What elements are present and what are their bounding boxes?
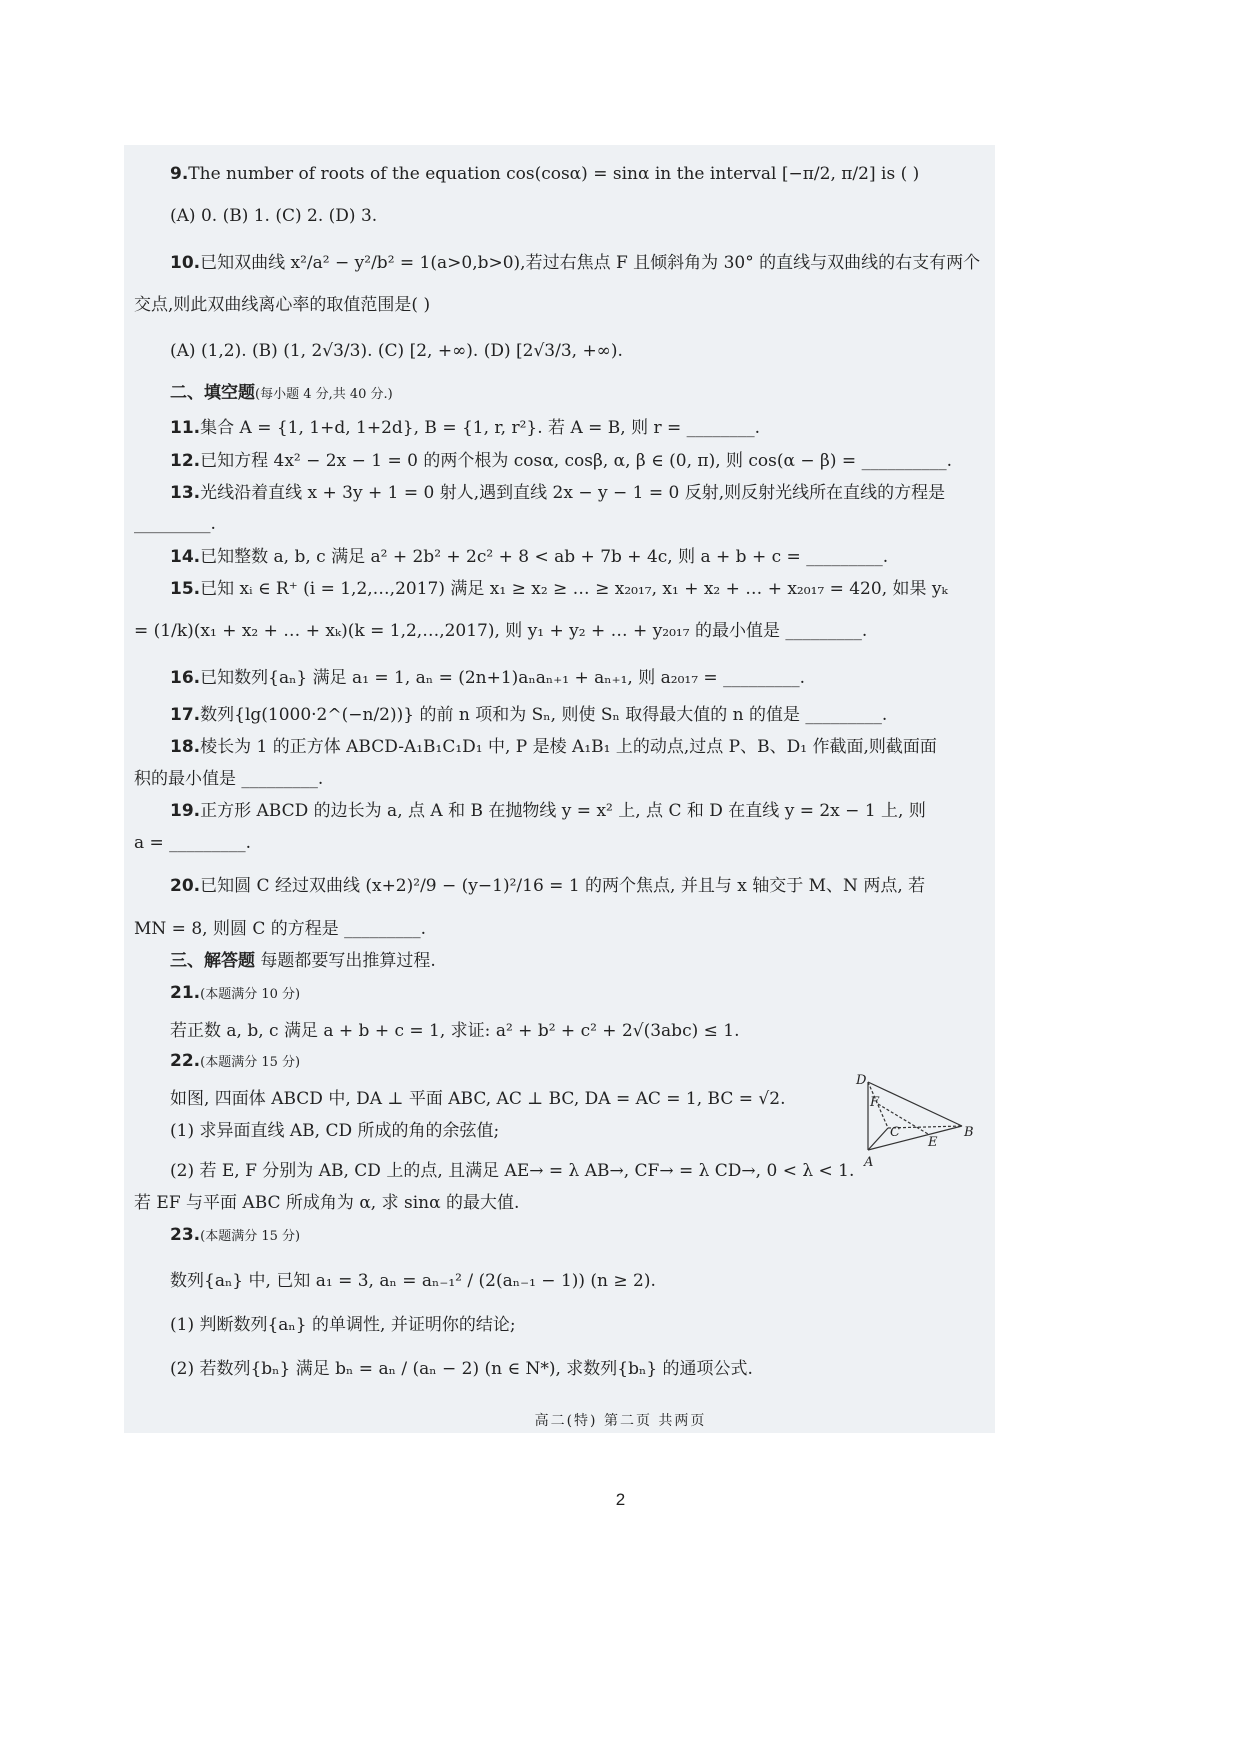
question-number: 15. (170, 579, 201, 599)
question-text: 已知双曲线 x²/a² − y²/b² = 1(a>0,b>0),若过右焦点 F 且倾斜角为 30° 的直线与双曲线的右支有两个 (200, 253, 981, 273)
question-line (170, 1050, 300, 1074)
question-number: 20. (170, 876, 201, 896)
question-line (170, 340, 623, 362)
question-text: (每小题 4 分,共 40 分.) (255, 387, 393, 402)
question-number: 14. (170, 547, 201, 567)
page-footer: 高二(特) 第二页 共两页 (534, 1413, 707, 1429)
question-number: 23. (170, 1225, 201, 1245)
question-text: (1) 判断数列{aₙ} 的单调性, 并证明你的结论; (170, 1315, 516, 1335)
question-line (170, 163, 919, 185)
question-text: (1) 求异面直线 AB, CD 所成的角的余弦值; (170, 1121, 500, 1141)
question-line (170, 1224, 300, 1248)
question-number: 10. (170, 253, 201, 273)
tetrahedron-figure (850, 1070, 980, 1170)
question-line (170, 1160, 854, 1182)
question-line (134, 620, 867, 642)
question-text: (2) 若数列{bₙ} 满足 bₙ = aₙ / (aₙ − 2) (n ∈ N*), 求数列{bₙ} 的通项公式. (170, 1359, 753, 1379)
question-text: MN = 8, 则圆 C 的方程是 _________. (134, 919, 427, 939)
question-text: 已知数列{aₙ} 满足 a₁ = 1, aₙ = (2n+1)aₙaₙ₊₁ + aₙ₊₁, 则 a₂₀₁₇ = _________. (200, 668, 805, 688)
question-number: 21. (170, 983, 201, 1003)
question-text: 棱长为 1 的正方体 ABCD-A₁B₁C₁D₁ 中, P 是棱 A₁B₁ 上的动点,过点 P、B、D₁ 作截面,则截面面 (200, 737, 937, 757)
question-number: 22. (170, 1051, 201, 1071)
question-line (170, 875, 925, 897)
question-text: 若正数 a, b, c 满足 a + b + c = 1, 求证: a² + b² + c² + 2√(3abc) ≤ 1. (170, 1021, 740, 1041)
question-line (170, 417, 760, 439)
question-text: (本题满分 15 分) (200, 1055, 301, 1070)
question-number: 16. (170, 668, 201, 688)
question-line (170, 1120, 499, 1142)
question-text: 数列{lg(1000·2^(−n/2))} 的前 n 项和为 Sₙ, 则使 Sₙ 取得最大值的 n 的值是 _________. (200, 705, 888, 725)
question-text: (本题满分 10 分) (200, 987, 301, 1002)
question-number: 9. (170, 164, 189, 184)
question-text: (2) 若 E, F 分别为 AB, CD 上的点, 且满足 AE→ = λ AB→, CF→ = λ CD→, 0 < λ < 1. (170, 1161, 855, 1181)
label-d: D (856, 1073, 867, 1088)
question-line (170, 1314, 516, 1336)
question-text: 已知 xᵢ ∈ R⁺ (i = 1,2,…,2017) 满足 x₁ ≥ x₂ ≥ … ≥ x₂₀₁₇, x₁ + x₂ + … + x₂₀₁₇ = 420, 如果 yₖ (200, 579, 948, 599)
page-number: 2 (615, 1490, 626, 1509)
question-text: = (1/k)(x₁ + x₂ + … + xₖ)(k = 1,2,…,2017), 则 y₁ + y₂ + … + y₂₀₁₇ 的最小值是 _________. (134, 621, 868, 641)
question-number: 19. (170, 801, 201, 821)
question-line (134, 294, 430, 316)
question-text: 集合 A = {1, 1+d, 1+2d}, B = {1, r, r²}. 若 A = B, 则 r = ________. (200, 418, 761, 438)
question-line (170, 800, 926, 822)
question-line (170, 1020, 740, 1042)
question-line (170, 1358, 753, 1380)
question-line (134, 1192, 519, 1214)
question-text: 已知方程 4x² − 2x − 1 = 0 的两个根为 cosα, cosβ, α, β ∈ (0, π), 则 cos(α − β) = __________. (200, 451, 952, 471)
question-number: 17. (170, 705, 201, 725)
question-number: 二、填空题 (170, 383, 255, 403)
question-line (170, 546, 888, 568)
question-line (170, 704, 887, 726)
question-line (134, 513, 216, 535)
question-text: 积的最小值是 _________. (134, 769, 324, 789)
label-e: E (928, 1135, 938, 1150)
question-text: (A) (1,2). (B) (1, 2√3/3). (C) [2, +∞). (D) [2√3/3, +∞). (170, 341, 623, 361)
question-line (170, 482, 945, 504)
question-text: _________. (134, 514, 216, 534)
question-line (170, 252, 980, 274)
question-line (170, 382, 393, 406)
question-line (170, 1270, 656, 1292)
question-line (170, 450, 952, 472)
question-text: 已知圆 C 经过双曲线 (x+2)²/9 − (y−1)²/16 = 1 的两个焦点, 并且与 x 轴交于 M、N 两点, 若 (200, 876, 926, 896)
question-number: 18. (170, 737, 201, 757)
question-text: 正方形 ABCD 的边长为 a, 点 A 和 B 在抛物线 y = x² 上, 点 C 和 D 在直线 y = 2x − 1 上, 则 (200, 801, 926, 821)
question-line (170, 1088, 785, 1110)
label-c: C (890, 1125, 900, 1140)
question-line (134, 768, 323, 790)
question-number: 11. (170, 418, 201, 438)
question-text: 每题都要写出推算过程. (255, 951, 436, 971)
question-number: 12. (170, 451, 201, 471)
question-number: 三、解答题 (170, 951, 255, 971)
question-text: 交点,则此双曲线离心率的取值范围是( ) (134, 295, 431, 315)
question-line (170, 578, 948, 600)
question-line (170, 982, 300, 1006)
label-f: F (870, 1095, 880, 1110)
question-text: The number of roots of the equation cos(cosα) = sinα in the interval [−π/2, π/2] is ( ) (188, 164, 920, 184)
question-text: 若 EF 与平面 ABC 所成角为 α, 求 sinα 的最大值. (134, 1193, 520, 1213)
question-line (170, 950, 436, 972)
question-line (134, 832, 251, 854)
question-text: 已知整数 a, b, c 满足 a² + 2b² + 2c² + 8 < ab + 7b + 4c, 则 a + b + c = _________. (200, 547, 889, 567)
question-line (170, 736, 937, 758)
question-text: 如图, 四面体 ABCD 中, DA ⊥ 平面 ABC, AC ⊥ BC, DA = AC = 1, BC = √2. (170, 1089, 786, 1109)
question-line (134, 918, 426, 940)
label-b: B (964, 1125, 974, 1140)
question-number: 13. (170, 483, 201, 503)
question-text: 光线沿着直线 x + 3y + 1 = 0 射人,遇到直线 2x − y − 1 = 0 反射,则反射光线所在直线的方程是 (200, 483, 946, 503)
question-line (170, 667, 805, 689)
label-a: A (864, 1155, 874, 1170)
question-text: (本题满分 15 分) (200, 1229, 301, 1244)
question-text: (A) 0. (B) 1. (C) 2. (D) 3. (170, 206, 378, 226)
question-text: 数列{aₙ} 中, 已知 a₁ = 3, aₙ = aₙ₋₁² / (2(aₙ₋₁ − 1)) (n ≥ 2). (170, 1271, 656, 1291)
question-line (170, 205, 377, 227)
question-text: a = _________. (134, 833, 252, 853)
